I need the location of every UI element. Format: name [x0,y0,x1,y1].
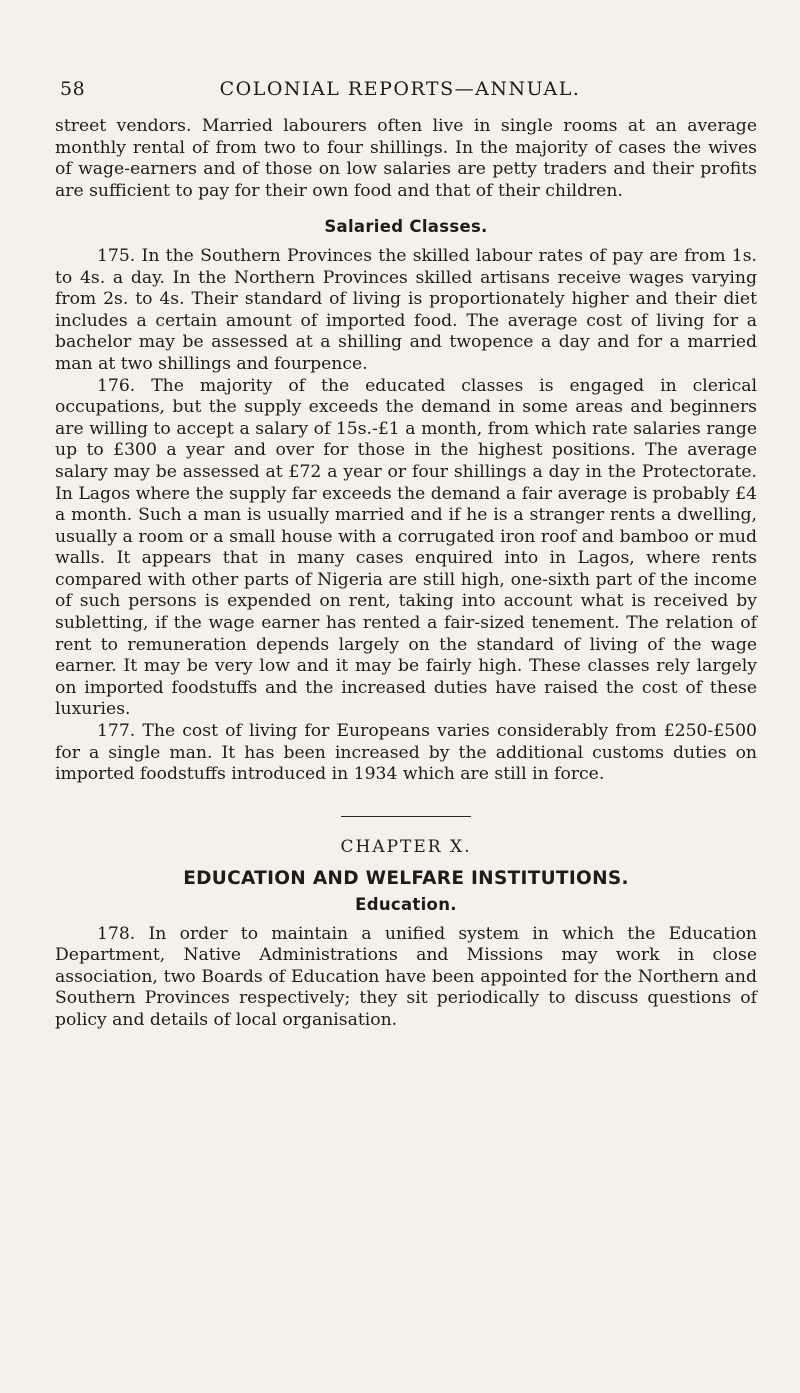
section-divider [341,816,471,817]
chapter-title: EDUCATION AND WELFARE INSTITUTIONS. [183,868,629,890]
running-head: COLONIAL REPORTS—ANNUAL. [219,78,581,100]
chapter-number: CHAPTER X. [340,836,472,857]
paragraph-continued: street vendors. Married labourers often live in single rooms at an average monthly rental of from two to four shillings. In the majority of cases the wives of wage-earners and of those on low salaries are petty traders and their profits are sufficient to pay for their own food and that of their children. [55,116,757,201]
section-heading-salaried-classes: Salaried Classes. [324,217,488,237]
paragraph-176: 176. The majority of the educated classes is engaged in clerical occupations, but the supply exceeds the demand in some areas and beginners are willing to accept a salary of 15s.-£1 a month, from which rate salaries range up to £300 a year and over for those in the highest positions. The average salary may be assessed at £72 a year or four shillings a day in the Protectorate. In Lagos where the supply far exceeds the demand a fair average is probably £4 a month. Such a man is usually married and if he is a stranger rents a dwelling, usually a room or a small house with a corrugated iron roof and bamboo or mud walls. It appears that in many cases enquired into in Lagos, where rents compared with other parts of Nigeria are still high, one-sixth part of the income of such persons is expended on rent, taking into account what is received by subletting, if the wage earner has rented a fair-sized tenement. The relation of rent to remuneration depends largely on the standard of living of the wage earner. It may be very low and it may be fairly high. These classes rely largely on imported foodstuffs and the increased duties have raised the cost of these luxuries. [55,375,757,720]
paragraph-175: 175. In the Southern Provinces the skilled labour rates of pay are from 1s. to 4s. a day. In the Northern Provinces skilled artisans receive wages varying from 2s. to 4s. Their standard of living is proportionately higher and their diet includes a certain amount of imported food. The average cost of living for a bachelor may be assessed at a shilling and twopence a day and for a married man at two shillings and fourpence. [55,245,757,374]
body-text [55,116,757,1032]
paragraph-177: 177. The cost of living for Europeans varies considerably from £250-£500 for a single man. It has been increased by the additional customs duties on imported foodstuffs introduced in 1934 which are still in force. [55,721,757,785]
section-heading-education: Education. [355,895,457,914]
page-header [0,78,800,108]
paragraph-178: 178. In order to maintain a unified system in which the Education Department, Native Administrations and Missions may work in close association, two Boards of Education have been appointed for the Northern and Southern Provinces respectively; they sit periodically to discuss questions of policy and details of local organisation. [55,923,757,1030]
page-number: 58 [60,78,86,100]
